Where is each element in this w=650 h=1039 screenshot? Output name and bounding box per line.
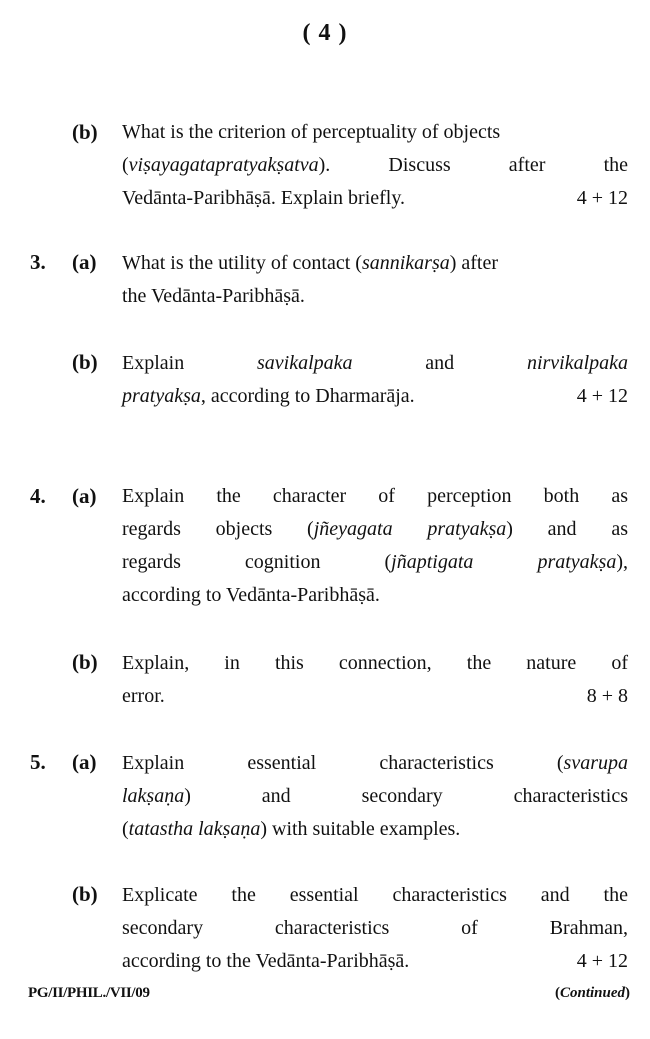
q5a-term1: svarupa: [563, 752, 628, 774]
q5a-term2: lakṣaṇa: [122, 785, 185, 807]
q3a-term: sannikarṣa: [361, 252, 450, 274]
q4b-line2: error.: [122, 685, 165, 707]
q2b-marks: 4 + 12: [576, 187, 628, 209]
page-number: ( 4 ): [302, 20, 348, 46]
paper-code: PG/II/PHIL./VII/09: [28, 985, 150, 1001]
q4-number: 4.: [30, 484, 46, 508]
q3-number: 3.: [30, 250, 46, 274]
q5b-part-label: (b): [72, 882, 98, 906]
q2b-part-label: (b): [72, 120, 98, 144]
q4b-part-label: (b): [72, 650, 98, 674]
q4a-line3: regards cognition (jñaptigata pratyakṣa),: [122, 551, 628, 573]
q4a-term2: jñaptigata pratyakṣa: [391, 551, 617, 573]
continued-label: (Continued): [554, 985, 630, 1001]
q5a-term3: tatastha lakṣaṇa: [128, 818, 261, 840]
q3a-line2: the Vedānta-Paribhāṣā.: [122, 285, 305, 307]
q5a-line1: Explain essential characteristics (svarupa: [122, 752, 628, 774]
q3b-marks: 4 + 12: [576, 385, 628, 407]
q5b-line3: according to the Vedānta-Paribhāṣā.: [122, 950, 410, 972]
q3a-line1: What is the utility of contact (sannikarṣa) after: [122, 252, 499, 274]
q5a-line3: (tatastha lakṣaṇa) with suitable examples.: [122, 818, 461, 840]
q3a-part-label: (a): [72, 250, 97, 274]
q4a-line1: Explain the character of perception both as: [122, 485, 628, 507]
q5b-line1: Explicate the essential characteristics and the: [122, 884, 628, 906]
q2b-line1: What is the criterion of perceptuality of objects: [122, 121, 501, 143]
q2b-line3: Vedānta-Paribhāṣā. Explain briefly.: [122, 187, 406, 209]
q2b-line2: (viṣayagatapratyakṣatva). Discuss after the: [122, 154, 628, 176]
q5a-part-label: (a): [72, 750, 97, 774]
q4a-term1: jñeyagata pratyakṣa: [313, 518, 507, 540]
q5b-line2: secondary characteristics of Brahman,: [122, 917, 628, 939]
q4a-line2: regards objects (jñeyagata pratyakṣa) and as: [122, 518, 628, 540]
q2b-term: viṣayagatapratyakṣatva: [128, 154, 319, 176]
q4b-marks: 8 + 8: [586, 685, 628, 707]
q3b-line1: Explain savikalpaka and nirvikalpaka: [122, 352, 629, 374]
q3b-line2: pratyakṣa, according to Dharmarāja.: [122, 385, 415, 407]
q3b-term: pratyakṣa: [122, 385, 201, 407]
q4a-part-label: (a): [72, 484, 97, 508]
q3b-part-label: (b): [72, 350, 98, 374]
q5-number: 5.: [30, 750, 46, 774]
q5a-line2: lakṣaṇa) and secondary characteristics: [122, 785, 628, 807]
q5b-marks: 4 + 12: [576, 950, 628, 972]
q4a-line4: according to Vedānta-Paribhāṣā.: [122, 584, 380, 606]
q4b-line1: Explain, in this connection, the nature of: [122, 652, 628, 674]
